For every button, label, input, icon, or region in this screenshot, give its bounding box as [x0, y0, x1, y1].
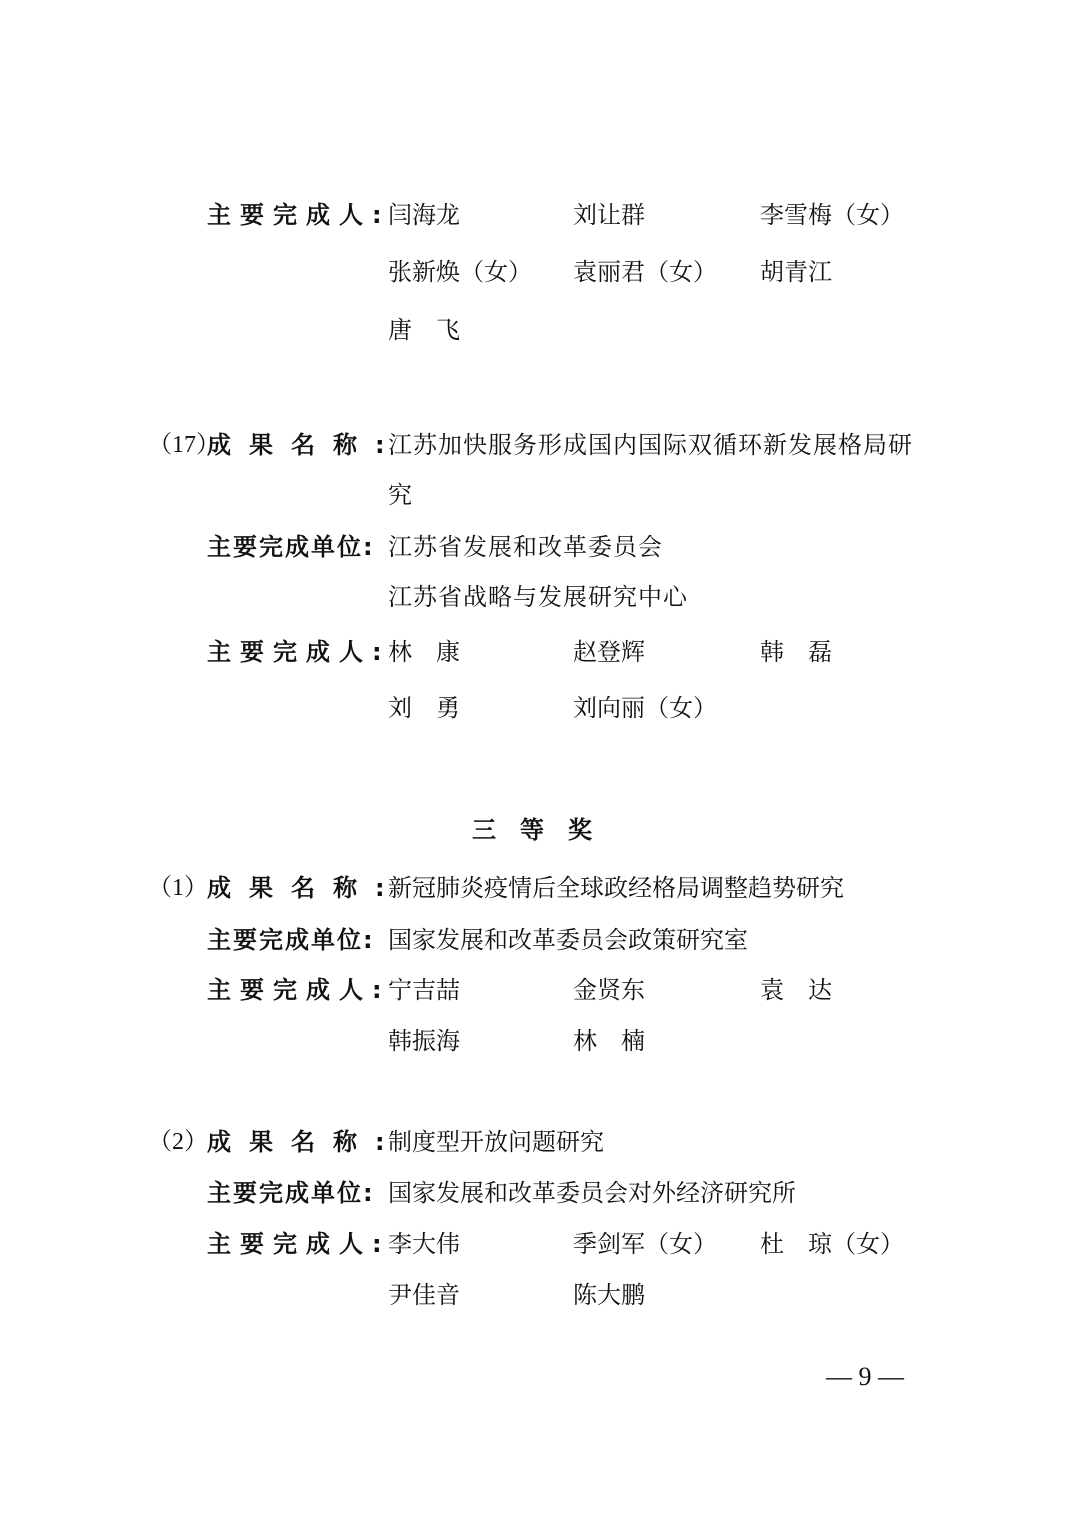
- person-name: 季剑军（女）: [573, 1230, 717, 1258]
- achievement-title: 新冠肺炎疫情后全球政经格局调整趋势研究: [388, 874, 844, 902]
- item-number: （1）: [148, 875, 208, 901]
- persons-label: 主要完成人:: [207, 201, 391, 229]
- achievement-title: 制度型开放问题研究: [388, 1128, 604, 1156]
- person-name: 李大伟: [388, 1230, 460, 1258]
- person-name: 杜 琼（女）: [760, 1230, 904, 1258]
- item-number: （2）: [148, 1129, 208, 1155]
- person-name: 陈大鹏: [573, 1281, 645, 1309]
- person-name: 金贤东: [573, 976, 645, 1004]
- units-label: 主要完成单位:: [207, 926, 375, 954]
- person-name: 张新焕（女）: [388, 258, 532, 286]
- person-name: 韩振海: [388, 1027, 460, 1055]
- title-label: 成果名称:: [207, 874, 403, 902]
- persons-label: 主要完成人:: [207, 638, 391, 666]
- person-name: 韩 磊: [760, 638, 832, 666]
- person-name: 赵登辉: [573, 638, 645, 666]
- persons-label: 主要完成人:: [207, 976, 391, 1004]
- unit-name: 江苏省战略与发展研究中心: [388, 583, 688, 611]
- person-name: 刘向丽（女）: [573, 694, 717, 722]
- item-number: （17）: [148, 432, 220, 458]
- person-name: 林 楠: [573, 1027, 645, 1055]
- page-number: — 9 —: [826, 1362, 904, 1391]
- section-heading: 三等奖: [472, 816, 616, 844]
- achievement-title: 江苏加快服务形成国内国际双循环新发展格局研: [388, 431, 913, 459]
- person-name: 唐 飞: [388, 316, 460, 344]
- achievement-title-cont: 究: [388, 481, 412, 509]
- person-name: 袁 达: [760, 976, 832, 1004]
- units-label: 主要完成单位:: [207, 1179, 375, 1207]
- person-name: 宁吉喆: [388, 976, 460, 1004]
- person-name: 刘 勇: [388, 694, 460, 722]
- persons-label: 主要完成人:: [207, 1230, 391, 1258]
- units-label: 主要完成单位:: [207, 533, 375, 561]
- person-name: 闫海龙: [388, 201, 460, 229]
- title-label: 成果名称:: [207, 431, 403, 459]
- person-name: 胡青江: [760, 258, 832, 286]
- unit-name: 国家发展和改革委员会对外经济研究所: [388, 1179, 796, 1207]
- title-label: 成果名称:: [207, 1128, 403, 1156]
- unit-name: 江苏省发展和改革委员会: [388, 533, 663, 561]
- person-name: 袁丽君（女）: [573, 258, 717, 286]
- person-name: 李雪梅（女）: [760, 201, 904, 229]
- unit-name: 国家发展和改革委员会政策研究室: [388, 926, 748, 954]
- person-name: 刘让群: [573, 201, 645, 229]
- person-name: 尹佳音: [388, 1281, 460, 1309]
- person-name: 林 康: [388, 638, 460, 666]
